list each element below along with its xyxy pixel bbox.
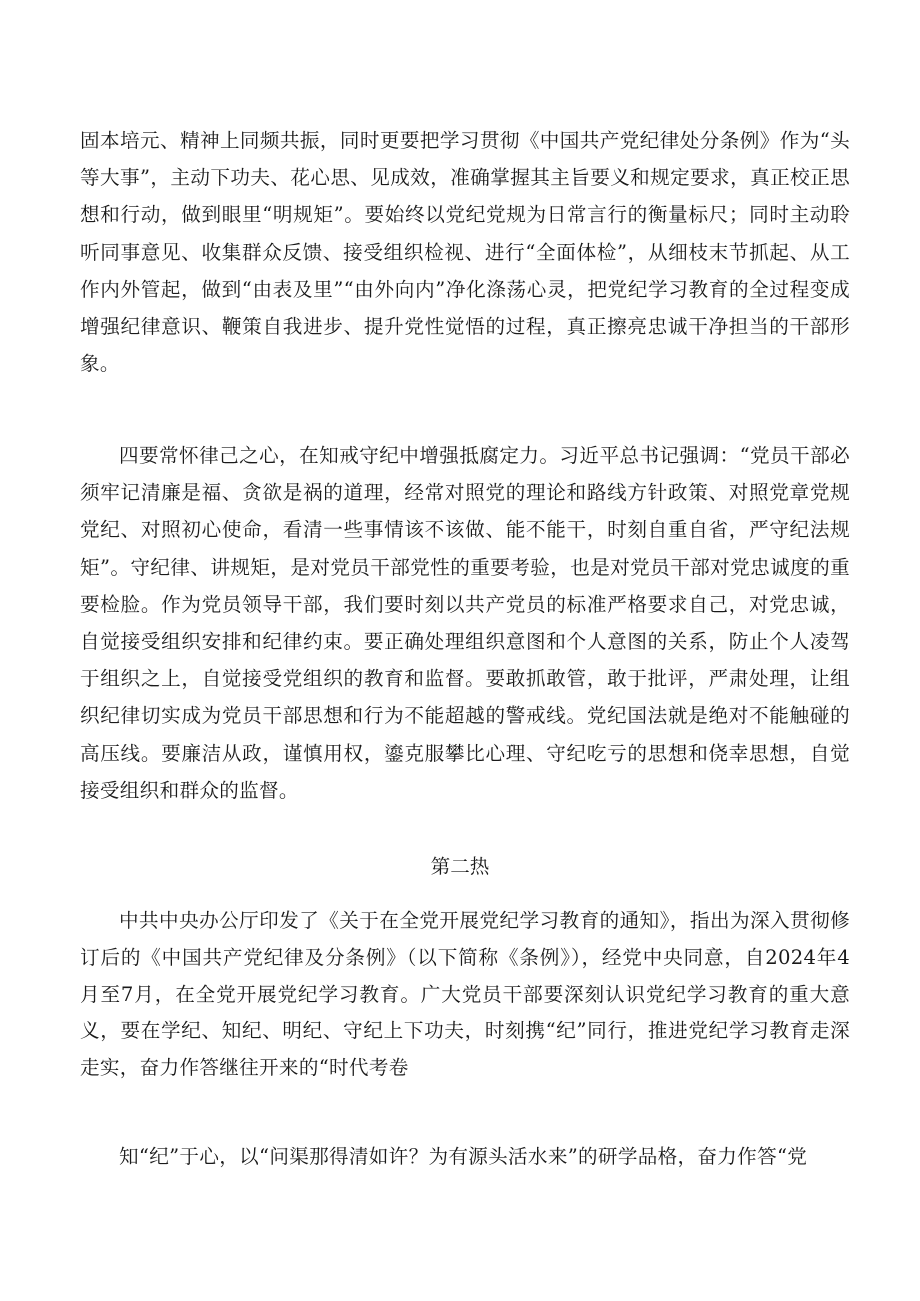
body-paragraph-2: 四要常怀律己之心，在知戒守纪中增强抵腐定力。习近平总书记强调：“党员干部必须牢记清廉是福、贪欲是祸的道理，经常对照党的理论和路线方针政策、对照党章党规党纪、对照初心使命，看清一些事情该不该做、能不能干，时刻自重自省，严守纪法规矩”。守纪律、讲规矩，是对党员干部党性的重要考验，也是对党员干部对党忠诚度的重要检脸。作为党员领导干部，我们要时刻以共产党员的标准严格要求自己，对党忠诚，自觉接受组织安排和纪律约束。要正确处理组织意图和个人意图的关系，防止个人凌驾于组织之上，自觉接受党组织的教育和监督。要敢抓敢管，敢于批评，严肃处理，让组织纪律切实成为党员干部思想和行为不能超越的警戒线。党纪国法就是绝对不能触碰的高压线。要廉洁从政，谨慎用权，鎏克服攀比心理、守纪吃亏的思想和侥幸思想，自觉接受组织和群众的监督。: [80, 444, 850, 802]
body-paragraph-4: 知“纪”于心，以“问渠那得清如许？为有源头活水来”的研学品格，奋力作答“党: [119, 1145, 808, 1168]
body-paragraph-1: 固本培元、精神上同频共振，同时更要把学习贯彻《中国共产党纪律处分条例》作为“头等大事”，主动下功夫、花心思、见成效，准确掌握其主旨要义和规定要求，真正校正思想和行动，做到眼里“明规矩”。要始终以党纪党规为日常言行的衡量标尺；同时主动聆听同事意见、收集群众反馈、接受组织检视、进行“全面体检”，从细枝末节抓起、从工作内外管起，做到“由表及里”“由外向内”净化涤荡心灵，把党纪学习教育的全过程变成增强纪律意识、鞭策自我进步、提升党性觉悟的过程，真正擦亮忠诚干净担当的干部形象。: [80, 129, 850, 376]
section-heading: 第二热: [430, 855, 490, 878]
body-paragraph-3: 中共中央办公厅印发了《关于在全党开展党纪学习教育的通知》，指出为深入贯彻修订后的《中国共产党纪律及分条例》（以下简称《条例》），经党中央同意，自2024年4月至7月，在全党开展党纪学习教育。广大党员干部要深刻认识党纪学习教育的重大意义，要在学纪、知纪、明纪、守纪上下功夫，时刻携“纪”同行，推进党纪学习教育走深走实，奋力作答继往开来的“时代考卷: [80, 909, 850, 1080]
